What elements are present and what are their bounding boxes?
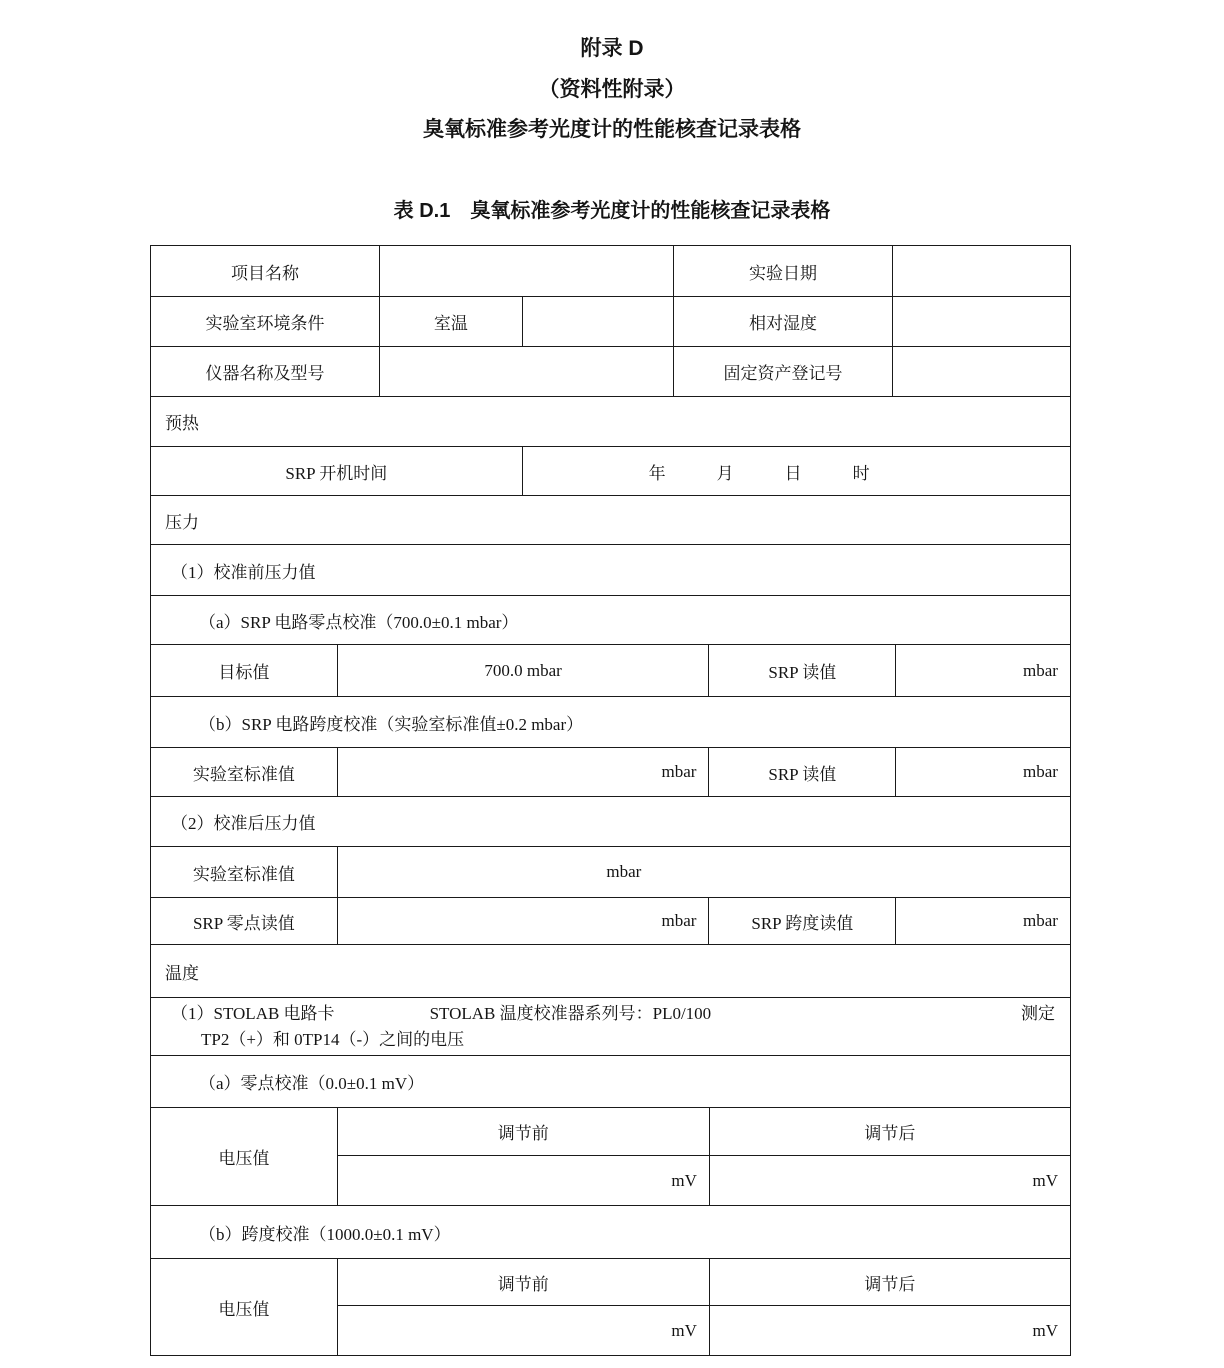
voltage-subtable (338, 1108, 1071, 1206)
table-row (151, 545, 1071, 596)
table-row (151, 246, 1071, 297)
month-label: 月 (716, 463, 734, 483)
table-row (151, 447, 1071, 496)
appendix-title: 附录 D (580, 37, 644, 60)
table-row (151, 347, 1071, 397)
appendix-heading: 臭氧标准参考光度计的性能核查记录表格 (423, 118, 801, 141)
voltage-block (151, 1259, 1071, 1356)
before-adjustment-label: 调节前 (338, 1259, 710, 1306)
target-value-cell: 700.0 mbar (338, 645, 710, 697)
project-name-label: 项目名称 (151, 246, 380, 297)
after-adjustment-label: 调节后 (710, 1108, 1071, 1156)
before-adjustment-label: 调节前 (338, 1108, 710, 1156)
table-row (151, 1056, 1071, 1108)
table-row (151, 496, 1071, 545)
pressure-section-label: 压力 (151, 496, 1071, 545)
performance-check-record-table (150, 245, 1071, 1356)
experiment-date-label: 实验日期 (674, 246, 894, 297)
lab-standard-value-label: 实验室标准值 (151, 748, 338, 797)
table-row (151, 1206, 1071, 1259)
instrument-name-model-label: 仪器名称及型号 (151, 347, 380, 397)
srp-zero-calibration-label: （a）SRP 电路零点校准（700.0±0.1 mbar） (151, 596, 1071, 645)
hour-label: 时 (852, 463, 870, 483)
post-calibration-pressure-label: （2）校准后压力值 (151, 797, 1071, 847)
after-adjustment-unit-cell: mV (710, 1306, 1071, 1356)
table-row (151, 898, 1071, 945)
experiment-date-blank-cell (893, 246, 1071, 297)
before-adjustment-unit-cell: mV (338, 1156, 710, 1206)
spacer (711, 1001, 1021, 1027)
fixed-asset-number-label: 固定资产登记号 (674, 347, 894, 397)
span-calibration-label: （b）跨度校准（1000.0±0.1 mV） (151, 1206, 1071, 1259)
table-row (338, 1108, 1071, 1156)
lab-standard-value-unit-cell: mbar (338, 748, 710, 797)
srp-reading-unit-cell: mbar (896, 748, 1071, 797)
table-row (151, 847, 1071, 898)
zero-calibration-label: （a）零点校准（0.0±0.1 mV） (151, 1056, 1071, 1108)
srp-reading-unit-cell: mbar (896, 645, 1071, 697)
table-row (338, 1306, 1071, 1356)
voltage-value-label: 电压值 (151, 1259, 338, 1356)
srp-poweron-time-label: SRP 开机时间 (151, 447, 523, 496)
temperature-section-label: 温度 (151, 945, 1071, 998)
srp-zero-reading-label: SRP 零点读值 (151, 898, 338, 945)
pre-calibration-pressure-label: （1）校准前压力值 (151, 545, 1071, 596)
stolab-calibrator-serial-label: STOLAB 温度校准器系列号：PL0/100 (429, 1003, 712, 1023)
table-row (338, 1156, 1071, 1206)
stolab-circuit-card-label: （1）STOLAB 电路卡 (171, 1003, 335, 1023)
table-row (151, 397, 1071, 447)
lab-standard-value-unit-cell: mbar (338, 847, 1071, 898)
srp-zero-reading-unit-cell: mbar (338, 898, 710, 945)
table-row (151, 998, 1071, 1056)
table-row (151, 596, 1071, 645)
voltage-subtable (338, 1259, 1071, 1356)
table-row (338, 1259, 1071, 1306)
target-value-label: 目标值 (151, 645, 338, 697)
relative-humidity-blank-cell (893, 297, 1071, 347)
stolab-line2 (171, 1027, 1055, 1053)
lab-environment-label: 实验室环境条件 (151, 297, 380, 347)
srp-span-reading-label: SRP 跨度读值 (709, 898, 896, 945)
srp-reading-label: SRP 读值 (709, 748, 896, 797)
srp-poweron-datetime-cell (523, 447, 1071, 496)
room-temperature-label: 室温 (380, 297, 523, 347)
relative-humidity-label: 相对湿度 (674, 297, 894, 347)
fixed-asset-number-blank-cell (893, 347, 1071, 397)
room-temperature-blank-cell (523, 297, 674, 347)
srp-span-calibration-label: （b）SRP 电路跨度校准（实验室标准值±0.2 mbar） (151, 697, 1071, 748)
project-name-blank-cell (380, 246, 673, 297)
voltage-block (151, 1108, 1071, 1206)
voltage-value-label: 电压值 (151, 1108, 338, 1206)
before-adjustment-unit-cell: mV (338, 1306, 710, 1356)
tp2-voltage-label: TP2（+）和 0TP14（-）之间的电压 (201, 1029, 465, 1049)
day-label: 日 (784, 463, 802, 483)
srp-reading-label: SRP 读值 (709, 645, 896, 697)
lab-standard-value-label: 实验室标准值 (151, 847, 338, 898)
after-adjustment-unit-cell: mV (710, 1156, 1071, 1206)
srp-span-reading-unit-cell: mbar (896, 898, 1071, 945)
table-row (151, 945, 1071, 998)
table-row (151, 748, 1071, 797)
appendix-type-subtitle: （资料性附录） (538, 78, 686, 101)
year-label: 年 (648, 463, 666, 483)
preheat-section-label: 预热 (151, 397, 1071, 447)
after-adjustment-label: 调节后 (710, 1259, 1071, 1306)
instrument-name-blank-cell (380, 347, 673, 397)
table-row (151, 797, 1071, 847)
measure-label: 测定 (1021, 1003, 1055, 1023)
table-row (151, 697, 1071, 748)
stolab-line1 (171, 1001, 1055, 1027)
table-row (151, 645, 1071, 697)
stolab-info-cell (151, 998, 1071, 1056)
table-row (151, 297, 1071, 347)
table-caption: 表 D.1 臭氧标准参考光度计的性能核查记录表格 (393, 200, 831, 222)
